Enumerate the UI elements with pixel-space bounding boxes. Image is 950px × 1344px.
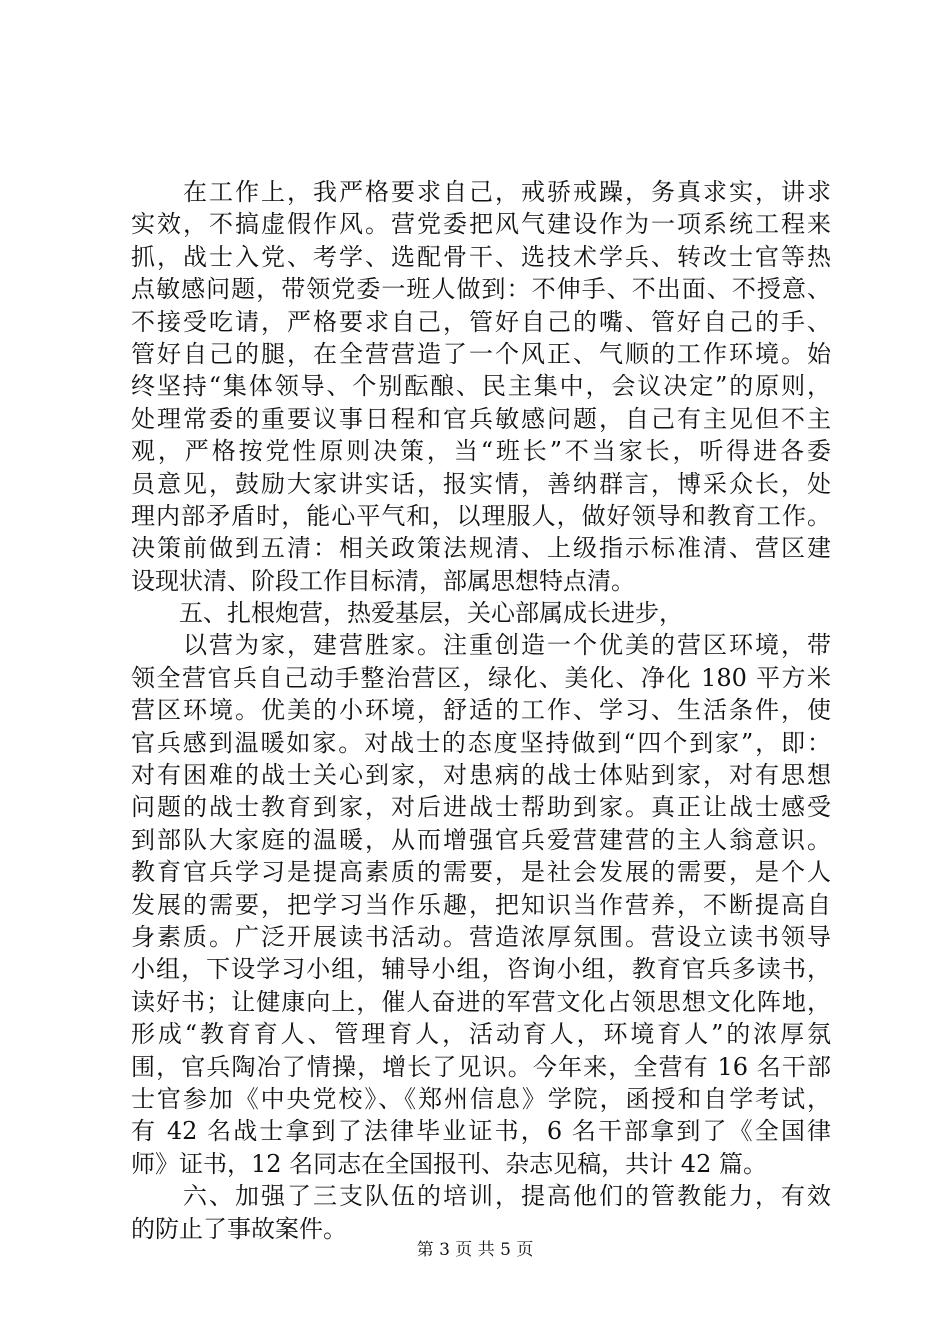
body-text-line: 围，官兵陶冶了情操，增长了见识。今年来，全营有 16 名干部 xyxy=(131,1052,831,1081)
body-text-line: 五、扎根炮营，热爱基层，关心部属成长进步， xyxy=(131,599,683,628)
body-text-line: 士官参加《中央党校》、《郑州信息》学院，函授和自学考试， xyxy=(131,1084,831,1113)
body-text-line: 实效，不搞虚假作风。营党委把风气建设作为一项系统工程来 xyxy=(131,210,831,239)
body-text-line: 理内部矛盾时，能心平气和，以理服人，做好领导和教育工作。 xyxy=(131,501,831,530)
body-text-line: 抓，战士入党、考学、选配骨干、选技术学兵、转改士官等热 xyxy=(131,242,831,271)
body-text-line: 有 42 名战士拿到了法律毕业证书，6 名干部拿到了《全国律 xyxy=(131,1117,831,1146)
body-text-line: 官兵感到温暖如家。对战士的态度坚持做到“四个到家”，即： xyxy=(131,728,831,757)
body-text-line: 师》证书，12 名同志在全国报刊、杂志见稿，共计 42 篇。 xyxy=(131,1149,767,1178)
body-text-line: 小组，下设学习小组，辅导小组，咨询小组，教育官兵多读书， xyxy=(131,955,831,984)
body-text-line: 点敏感问题，带领党委一班人做到：不伸手、不出面、不授意、 xyxy=(131,275,831,304)
body-text-line: 以营为家，建营胜家。注重创造一个优美的营区环境，带 xyxy=(131,631,831,660)
body-text-line: 对有困难的战士关心到家，对患病的战士体贴到家，对有思想 xyxy=(131,761,831,790)
body-text-line: 终坚持“集体领导、个别酝酿、民主集中，会议决定”的原则， xyxy=(131,372,831,401)
body-text-line: 营区环境。优美的小环境，舒适的工作、学习、生活条件，使 xyxy=(131,696,831,725)
body-text-line: 的防止了事故案件。 xyxy=(131,1214,347,1243)
body-text-line: 发展的需要，把学习当作乐趣，把知识当作营养，不断提高自 xyxy=(131,890,831,919)
body-text-line: 领全营官兵自己动手整治营区，绿化、美化、净化 180 平方米 xyxy=(131,663,831,692)
body-text-line: 设现状清、阶段工作目标清，部属思想特点清。 xyxy=(131,566,635,595)
document-body xyxy=(131,176,831,1245)
body-text-line: 在工作上，我严格要求自己，戒骄戒躁，务真求实，讲求 xyxy=(131,178,831,206)
body-text-line: 处理常委的重要议事日程和官兵敏感问题，自己有主见但不主 xyxy=(131,404,831,433)
body-text-line: 读好书；让健康向上，催人奋进的军营文化占领思想文化阵地， xyxy=(131,987,831,1016)
body-text-line: 教育官兵学习是提高素质的需要，是社会发展的需要，是个人 xyxy=(131,858,831,887)
body-text-line: 六、加强了三支队伍的培训，提高他们的管教能力，有效 xyxy=(131,1182,831,1211)
body-text-line: 形成“教育育人、管理育人，活动育人，环境育人”的浓厚氛 xyxy=(131,1020,831,1049)
body-text-line: 观，严格按党性原则决策，当“班长”不当家长，听得进各委 xyxy=(131,437,831,466)
body-text-line: 问题的战士教育到家，对后进战士帮助到家。真正让战士感受 xyxy=(131,793,831,822)
body-text-line: 不接受吃请，严格要求自己，管好自己的嘴、管好自己的手、 xyxy=(131,307,831,336)
body-text-line: 员意见，鼓励大家讲实话，报实情，善纳群言，博采众长，处 xyxy=(131,469,831,498)
body-text-line: 管好自己的腿，在全营营造了一个风正、气顺的工作环境。始 xyxy=(131,339,831,368)
page-footer: 第 3 页 共 5 页 xyxy=(416,1240,534,1260)
body-text-line: 身素质。广泛开展读书活动。营造浓厚氛围。营设立读书领导 xyxy=(131,922,831,951)
body-text-line: 到部队大家庭的温暖，从而增强官兵爱营建营的主人翁意识。 xyxy=(131,825,831,854)
body-text-line: 决策前做到五清：相关政策法规清、上级指示标准清、营区建 xyxy=(131,534,831,563)
